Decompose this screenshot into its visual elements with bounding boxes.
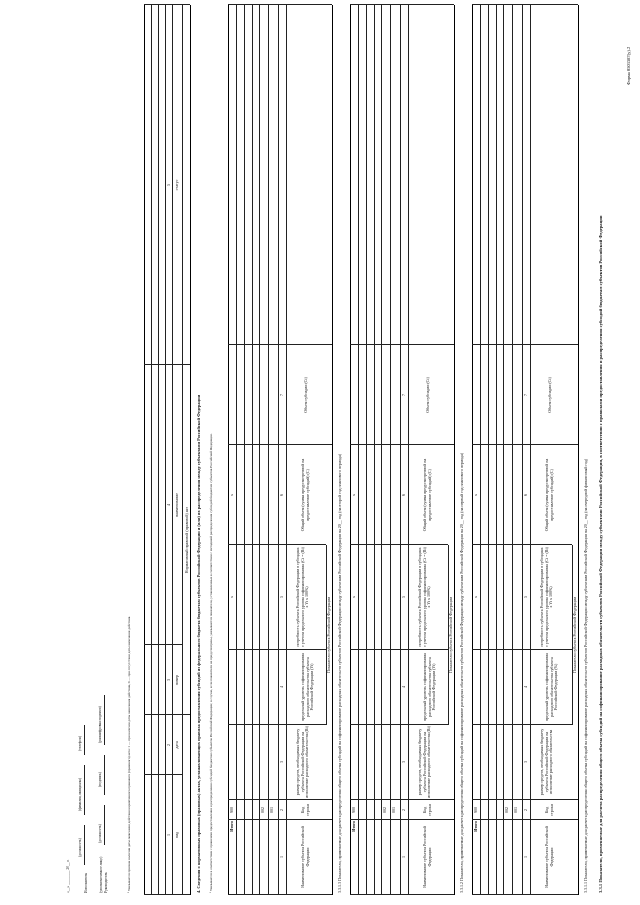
table3-colnum: 2 [279,809,284,811]
sig-date-line: «__» ________ 20__ г. [66,859,70,893]
sig-caption-position: (должность) [98,824,102,843]
table1-total-x: x [473,494,478,496]
table4-h-date: дата [174,741,179,749]
table2-colnum: 4 [401,686,406,688]
sig-exec-position: (должность) [78,838,82,857]
sig-executor-label: Исполнитель [84,872,88,893]
table3-h-group: Показатели субъекта Российской Федерации [326,597,331,673]
table1-h-group: Показатели субъекта Российской Федерации [572,597,577,673]
table4-h-type: вид [174,831,179,839]
table1-row-code: 002 [504,807,509,813]
table2-total-x: x [351,596,356,598]
section-title: 3.3.1 Показатели, применяемые для расчета распределения общего объема субсидий на софинансирование расходных обязательств субъектов Российской Федерации между субъектами Российской Федерации, в соответствии с правилами предоставления и распределения субсидий бюджетам субъектов Российской Федерации [598,215,603,893]
table1-colnum: 7 [523,394,528,396]
table4-colnum: 3 [166,679,171,681]
sig-exec-phone: (телефон) [78,735,82,751]
table3-total-x: x [229,494,234,496]
table2-total-code: 900 [351,807,356,813]
section4-title: 4. Сведения о нормативных правовых (правовых) актах, устанавливающих правила предоставления субсидий из федерального бюджета бюджетам субъектов Российской Федерации и (или) их распределения между субъектами Российской Федерации [196,394,201,893]
table1-row-code: 001 [513,807,518,813]
table1-total-x: x [473,596,478,598]
sig-head-label: Руководитель [104,872,108,893]
table1-colnum: 6 [523,494,528,496]
table2-h-group: Показатели субъекта Российской Федерации [448,597,453,673]
table3-total-label: Итого [229,821,234,832]
table3-colnum: 3 [279,761,284,763]
table2-row-code: 002 [382,807,387,813]
table3-total-code: 900 [229,807,234,813]
table3-h-need: потребность субъекта Российской Федерации в субсидиях с учетом предельного уровня софинансирования (Ci = (Ri) x Yi x 100%) [295,547,310,647]
table1-h-total: Общий объем (сумма предусмотренной на предоставление субсидий) (С) [544,458,554,532]
table3-colnum: 4 [279,686,284,688]
table3-total-x: x [229,596,234,598]
table1-h-name: Наименование субъекта Российской Федерации [544,826,554,888]
table4-colnum: 1 [166,834,171,836]
table4-h-status: статус [174,179,179,191]
table3-row-code: 001 [269,807,274,813]
table3-h-name: Наименование субъекта Российской Федерации [300,826,310,888]
table4-group-act: Нормативный правовой (правовой) акт [184,506,189,574]
table3-colnum: 6 [279,494,284,496]
table1-colnum: 2 [523,809,528,811]
table1-h-share: предельный уровень софинансирования расходного обязательства субъекта Российской Федерации (%) [544,652,559,722]
table2-h-volume: Объем субсидии (Ci) [425,377,430,413]
table1-colnum: 1 [523,856,528,858]
table3-h-volume: Объем субсидии (Ci) [303,377,308,413]
table2-colnum: 6 [401,494,406,496]
table2-h-share: предельный уровень софинансирования расходного обязательства субъекта Российской Федерации (Yi) [422,652,437,722]
table1-h-code: Код строки [544,804,554,816]
table4-h-number: номер [174,674,179,686]
table2-total-label: Итого [351,821,356,832]
table2-h-need: потребность субъекта Российской Федерации в субсидиях с учетом предельного уровня софинансирования (Ci = (Ri) x Yi x 100%) [417,547,432,647]
table1-caption: 3.3.1.1 Показатели, применяемые для расчета распределения общего объема субсидий на софинансирование расходных обязательств субъектов Российской Федерации между субъектами Российской Федерации на 20__ год (на очередной финансовый год) [583,458,588,893]
sig-caption-signature: (подпись) [98,772,102,787]
table2-colnum: 7 [401,394,406,396]
table4-colnum: 5 [166,184,171,186]
table4-colnum: 2 [166,744,171,746]
table3-row-code: 002 [260,807,265,813]
table2-colnum: 2 [401,809,406,811]
table3-colnum: 5 [279,596,284,598]
table2-colnum: 1 [401,856,406,858]
table3-colnum: 7 [279,394,284,396]
table1-h-need: потребность субъекта Российской Федерации в субсидиях с учетом предельного уровня софинансирования (Ci = (Ri) x Yi x 100%) [539,547,554,647]
table4-colnum: 4 [166,504,171,506]
table3-h-size: размер средств, необходимых бюджету субъекта Российской Федерации на исполнение расходного обязательства (Ri) [295,726,310,798]
table1-total-label: Итого [473,821,478,832]
table2-h-name: Наименование субъекта Российской Федерации [422,826,432,888]
sig-caption-name: (расшифровка подписи) [98,706,102,743]
table2-total-x: x [351,494,356,496]
table3-colnum: 1 [279,856,284,858]
table1-colnum: 3 [523,761,528,763]
table2-h-total: Общий объем (сумма предусмотренной на предоставление субсидий) (С) [422,458,432,532]
table2-caption: 3.3.1.2 Показатели, применяемые для расчета распределения общего объема субсидий на софинансирование расходных обязательств субъектов Российской Федерации между субъектами Российской Федерации на 20__ год (на первый год планового периода) [459,452,464,893]
table1-h-size: размер средств, необходимых бюджету субъекта Российской Федерации на исполнение расходного обязательства [539,728,554,796]
footnote-2: ² Указывается признак наличия даты окончания действия нормативного правового (правового) акта: 1 — при наличии даты окончания действия, 0 — при отсутствии даты окончания действия. [127,615,131,893]
table2-h-code: Код строки [422,804,432,816]
table2-colnum: 3 [401,761,406,763]
table3-caption: 3.3.1.3 Показатели, применяемые для расчета распределения общего объема субсидий на софинансирование расходных обязательств субъектов Российской Федерации между субъектами Российской Федерации на 20__ год (на второй год планового периода) [337,453,342,893]
table1-colnum: 4 [523,686,528,688]
table2-colnum: 5 [401,596,406,598]
table1-h-volume: Объем субсидии (Ci) [547,377,552,413]
table3-h-code: Код строки [300,804,310,816]
sig-exec-name: (фамилия, инициалы) [78,777,82,811]
table3-h-total: Общий объем (сумма предусмотренной на предоставление субсидий) (С) [300,458,310,532]
table1-total-code: 900 [473,807,478,813]
sig-head-sub: (уполномоченное лицо) [99,856,103,893]
table3-h-share: предельный уровень софинансирования расходного обязательства субъекта Российской Федерации (Yi) [300,652,315,722]
form-number: Форма 0503387(у).2 [626,46,631,85]
table1-colnum: 5 [523,596,528,598]
footnote-1: ¹ Указывается в соответствии с правилами предоставления и распределения субсидий бюджетам субъектов Российской Федерации; в случае, если показатели не предусмотрены, указываются показатели, установленные в соответствии с методикой распределения субсидий бюджетам субъектов Российской Федерации. [209,433,213,893]
table4-h-title: наименование [174,492,179,518]
table2-row-code: 001 [391,807,396,813]
table2-h-size: размер средств, необходимых бюджету субъекта Российской Федерации на исполнение расходного обязательства (Ri) [417,726,432,798]
